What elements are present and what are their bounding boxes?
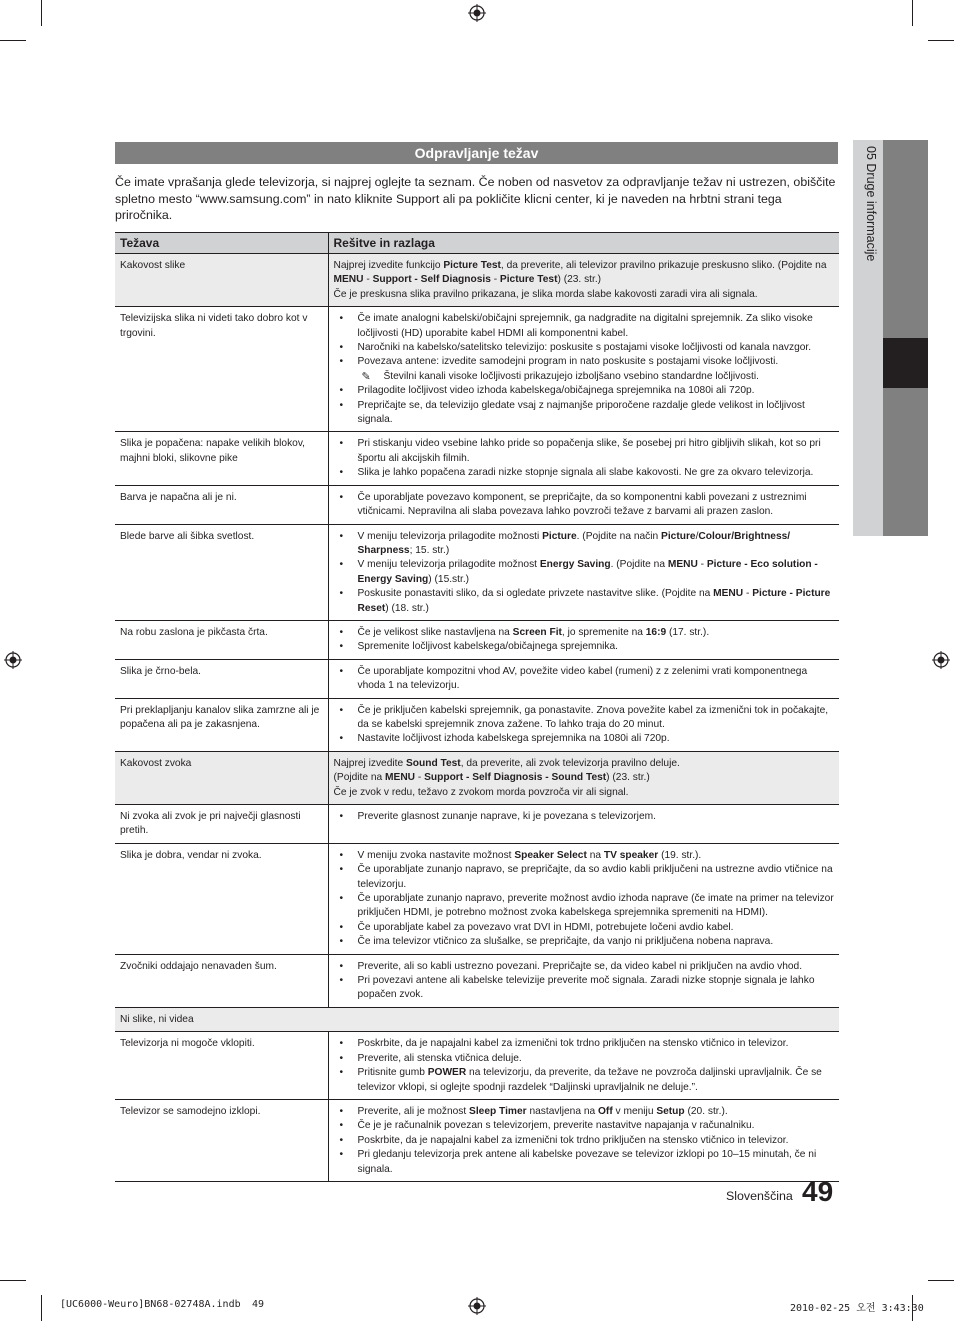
list-item: • Če uporabljate kabel za povezavo vrat DVI in HDMI, potrebujete ločeni avdio kabel.: [358, 921, 835, 935]
table-row: [115, 843, 839, 954]
text: Support - Self Diagnosis: [372, 274, 491, 286]
text: Poskusite ponastaviti sliko, da si ogledate privzete nastavitve slike. (Pojdite na: [357, 588, 714, 600]
text: ) (18. str.): [385, 602, 429, 614]
text: Picture - Picture Reset: [357, 588, 831, 614]
text: ) (23. str.): [606, 772, 650, 784]
list-item: • Prepričajte se, da televizijo gledate vsaj z najmanjše priporočene razdalje glede velikost in ločljivost signala.: [358, 399, 835, 428]
list-item: • Preverite, ali stenska vtičnica deluje.: [358, 1052, 835, 1066]
text: Energy Saving: [539, 559, 611, 571]
list-item: • Preverite glasnost zunanje naprave, ki je povezana s televizorjem.: [358, 810, 835, 824]
registration-mark-icon: [468, 1297, 486, 1315]
problem-cell: Zvočniki oddajajo nenavaden šum.: [115, 954, 328, 1007]
pencil-note-icon: ✎: [361, 370, 371, 383]
text: TV speaker: [603, 849, 659, 861]
table-header-row: [115, 233, 839, 254]
text: ) (15.str.): [428, 573, 470, 585]
text: Picture: [661, 530, 696, 542]
slug-filename: [UC6000-Weuro]BN68-02748A.indb: [60, 1299, 241, 1310]
list-item: • Preverite, ali so kabli ustrezno povezani. Prepričajte se, da video kabel ni priključen na avdio vhod.: [358, 960, 835, 974]
problem-cell: Ni zvoka ali zvok je pri največji glasnosti pretih.: [115, 805, 328, 844]
text: Najprej izvedite funkcijo: [333, 260, 444, 271]
solution-cell: [328, 1099, 839, 1181]
text: MENU: [667, 559, 698, 571]
table-row: [115, 659, 839, 698]
chapter-tab-bar: [883, 388, 928, 536]
text: nastavljena na: [526, 1105, 598, 1117]
text: V meniju televizorja prilagodite možnosti: [357, 530, 543, 542]
table-row: [115, 620, 839, 659]
header-solution: Rešitve in razlaga: [328, 233, 839, 254]
crop-mark: [0, 1280, 26, 1281]
table-row: [115, 1032, 839, 1100]
text: Preverite, ali je možnost: [357, 1105, 470, 1117]
chapter-tab-marker: [883, 338, 928, 388]
list-item: • Če je priključen kabelski sprejemnik, ga ponastavite. Znova povežite kabel za izmenični tok in počakajte, da se kabelski sprejemnik znova zažene. To lahko traja do 20 minut.: [358, 704, 835, 733]
text: -: [490, 274, 500, 286]
text: , da preverite, ali zvok televizorja pravilno deluje.: [460, 757, 680, 769]
text: Najprej izvedite: [333, 757, 406, 769]
text: Če je zvok v redu, težavo z zvokom morda povzroča vir ali signal.: [333, 786, 629, 798]
text: Pritisnite gumb: [357, 1067, 428, 1079]
text: Sleep Timer: [469, 1105, 527, 1117]
text: POWER: [427, 1067, 467, 1079]
table-row: [115, 1099, 839, 1181]
list-item: • Če je je računalnik povezan s televizorjem, preverite nastavitve napajanja v računalniku.: [358, 1119, 835, 1133]
text: Če je preskusna slika pravilno prikazana, je slika morda slabe kakovosti zaradi vira ali signala.: [333, 288, 758, 300]
text: ) (23. str.): [557, 274, 602, 286]
solution-cell: [328, 843, 839, 954]
slug-page: 49: [252, 1299, 265, 1310]
section-title: Odpravljanje težav: [115, 142, 838, 164]
text: /: [695, 530, 699, 542]
problem-cell: Na robu zaslona je pikčasta črta.: [115, 620, 328, 659]
text: Picture Test: [443, 260, 501, 271]
crop-mark: [41, 1295, 42, 1321]
text: Speaker Select: [514, 849, 587, 861]
list-item: • Slika je lahko popačena zaradi nizke stopnje signala ali slabe kakovosti. Ne gre za okvaro televizorja.: [358, 466, 835, 480]
list-item: [358, 1066, 835, 1095]
solution-cell: [328, 659, 839, 698]
problem-cell: Kakovost zvoka: [115, 751, 328, 804]
list-item: • Če imate analogni kabelski/običajni sprejemnik, ga nadgradite na digitalni sprejemnik. Za sliko visoke ločljivosti (HD) uporabite kabel HDMI ali komponentni kabel.: [358, 312, 835, 341]
registration-mark-icon: [932, 651, 950, 669]
text: , jo spremenite na: [561, 626, 646, 638]
list-item: • Prilagodite ločljivost video izhoda kabelskega/običajnega sprejemnika na 1080i ali 720p.: [358, 384, 835, 398]
problem-cell: Slika je popačena: napake velikih blokov, majhni bloki, slikovne pike: [115, 432, 328, 485]
table-row: [115, 751, 839, 804]
registration-mark-icon: [468, 4, 486, 22]
list-item: • Pri povezavi antene ali kabelske televizije preverite moč signala. Zaradi nizke stopnje signala je lahko popačen zvok.: [358, 974, 835, 1003]
crop-mark: [928, 1280, 954, 1281]
list-item: • Naročniki na kabelsko/satelitsko televizijo: poskusite s postajami visoke ločljivosti od kanala navzgor.: [358, 341, 835, 355]
text: (20. str.).: [684, 1105, 728, 1117]
problem-cell: Slika je dobra, vendar ni zvoka.: [115, 843, 328, 954]
table-row: [115, 698, 839, 751]
problem-cell: Blede barve ali šibka svetlost.: [115, 524, 328, 620]
list-item: • Spremenite ločljivost kabelskega/običajnega sprejemnika.: [358, 640, 835, 654]
text: -: [697, 559, 707, 571]
text: Support - Self Diagnosis - Sound Test: [424, 772, 607, 784]
text: (Pojdite na: [333, 772, 386, 784]
troubleshooting-table: [115, 232, 839, 1182]
table-row: [115, 954, 839, 1007]
problem-cell: Televizor se samodejno izklopi.: [115, 1099, 328, 1181]
problem-cell: Barva je napačna ali je ni.: [115, 485, 328, 524]
crop-mark: [41, 0, 42, 26]
list-item: • Če uporabljate zunanjo napravo, se prepričajte, da so avdio kabli priključeni na ustrezne avdio vtičnice na televizorju.: [358, 863, 835, 892]
problem-cell: Pri preklapljanju kanalov slika zamrzne ali je popačena ali pa je zakasnjena.: [115, 698, 328, 751]
solution-cell: [328, 954, 839, 1007]
text: v meniju: [612, 1105, 657, 1117]
text: (17. str.).: [666, 626, 710, 638]
solution-cell: [328, 254, 839, 307]
solution-cell: [328, 524, 839, 620]
solution-cell: [328, 485, 839, 524]
chapter-tab-bar: [883, 140, 928, 338]
table-row: [115, 432, 839, 485]
text: na: [586, 849, 604, 861]
text: MENU: [385, 772, 416, 784]
problem-cell: Slika je črno-bela.: [115, 659, 328, 698]
list-item: • Poskrbite, da je napajalni kabel za izmenični tok trdno priključen na stensko vtičnico in televizor.: [358, 1037, 835, 1051]
text: V meniju zvoka nastavite možnost: [357, 849, 515, 861]
text: Če je velikost slike nastavljena na: [357, 626, 513, 638]
text: . (Pojdite na način: [576, 530, 662, 542]
text: MENU: [333, 274, 364, 286]
list-item: • Če uporabljate kompozitni vhod AV, povežite video kabel (rumeni) z z zelenimi vrati komponentnega vhoda 1 na televizorju.: [358, 665, 835, 694]
problem-cell: Televizijska slika ni videti tako dobro kot v trgovini.: [115, 307, 328, 432]
list-item: [358, 626, 835, 640]
chapter-label: 05 Druge informacije: [864, 146, 878, 262]
header-problem: Težava: [115, 233, 328, 254]
text: 16:9: [645, 626, 667, 638]
text: -: [363, 274, 373, 286]
text: Colour/Brightness/ Sharpness: [357, 530, 791, 556]
solution-cell: [328, 698, 839, 751]
list-item: • Poskrbite, da je napajalni kabel za izmenični tok trdno priključen na stensko vtičnico in televizor.: [358, 1134, 835, 1148]
text: Picture - Eco solution - Energy Saving: [357, 559, 818, 585]
table-row: [115, 524, 839, 620]
problem-cell: Televizorja ni mogoče vklopiti.: [115, 1032, 328, 1100]
crop-mark: [912, 0, 913, 26]
table-section-row: [115, 1007, 839, 1031]
list-item: • Pri stiskanju video vsebine lahko pride so popačenja slike, še posebej pri hitro gibljivih slikah, kot so pri športu ali akcijskih filmih.: [358, 437, 835, 466]
list-item: [358, 849, 835, 863]
slug-date: 2010-02-25 오전 3:43:30: [790, 1303, 924, 1314]
solution-cell: [328, 620, 839, 659]
text: -: [743, 588, 753, 600]
text: Off: [598, 1105, 613, 1117]
text: (19. str.).: [658, 849, 702, 861]
list-item: • Če ima televizor vtičnico za slušalke, se prepričajte, da vanjo ni priključena nobena naprava.: [358, 935, 835, 949]
text: Picture Test: [499, 274, 558, 286]
table-row: [115, 805, 839, 844]
list-item: [358, 558, 835, 587]
problem-cell: Kakovost slike: [115, 254, 328, 307]
solution-cell: [328, 805, 839, 844]
solution-cell: [328, 432, 839, 485]
footer-language: Slovenščina: [726, 1189, 793, 1203]
page-number: 49: [802, 1176, 834, 1207]
text: na televizorju, da preverite, da težave ne povzroča daljinski upravljalnik. Če se televizor vklopi, si oglejte spodnji razdelek “Daljinski upravljalnik ne deluje.”.: [357, 1067, 822, 1093]
text: Screen Fit: [512, 626, 562, 638]
intro-paragraph: Če imate vprašanja glede televizorja, si najprej oglejte ta seznam. Če noben od nasvetov za odpravljanje težav ni ustrezen, obiščite spletno mesto “www.samsung.com” in nato kliknite Support ali pa pokličite klicni center, ki je naveden na hrbtni strani tega priročnika.: [115, 175, 836, 222]
text: ; 15. str.): [409, 544, 450, 556]
text: , da preverite, ali televizor pravilno prikazuje preskusno sliko. (Pojdite na: [500, 260, 827, 271]
section-heading-cell: Ni slike, ni videa: [115, 1007, 839, 1031]
table-row: [115, 307, 839, 432]
list-item: • Če uporabljate povezavo komponent, se prepričajte, da so komponentni kabli povezani z ustreznimi vtičnicami. Nepravilna ali slaba povezava lahko povzroči težave z barvami ali prazen zaslon.: [358, 491, 835, 520]
table-row: [115, 485, 839, 524]
list-item: • Če uporabljate zunanjo napravo, preverite možnost avdio izhoda naprave (če imate na primer na televizor priključen HDMI, je potrebno možnost zvoka kabelskega sprejemnika spremeniti na HDMI).: [358, 892, 835, 921]
note-text: Številni kanali visoke ločljivosti prikazujejo izboljšano vsebino standardne ločljivosti.: [383, 370, 759, 382]
list-item: [358, 1105, 835, 1119]
text: . (Pojdite na: [610, 559, 668, 571]
list-item: [358, 587, 835, 616]
list-item: [358, 530, 835, 559]
crop-mark: [0, 40, 26, 41]
solution-cell: [328, 1032, 839, 1100]
list-item: • Pri gledanju televizorja prek antene ali kabelske povezave se televizor izklopi po 10–15 minutah, če ni signala.: [358, 1148, 835, 1177]
list-item: • Nastavite ločljivost izhoda kabelskega sprejemnika na 1080i ali 720p.: [358, 732, 835, 746]
text: V meniju televizorja prilagodite možnost: [357, 559, 540, 571]
text: Sound Test: [405, 757, 461, 769]
solution-cell: [328, 307, 839, 432]
registration-mark-icon: [4, 651, 22, 669]
table-row: [115, 254, 839, 307]
text: Picture: [542, 530, 577, 542]
text: -: [415, 772, 425, 784]
solution-cell: [328, 751, 839, 804]
note-item: [358, 370, 835, 384]
text: Setup: [656, 1105, 685, 1117]
list-item: • Povezava antene: izvedite samodejni program in nato poskusite s postajami visoke ločljivosti.: [358, 355, 835, 369]
crop-mark: [928, 40, 954, 41]
text: MENU: [713, 588, 744, 600]
